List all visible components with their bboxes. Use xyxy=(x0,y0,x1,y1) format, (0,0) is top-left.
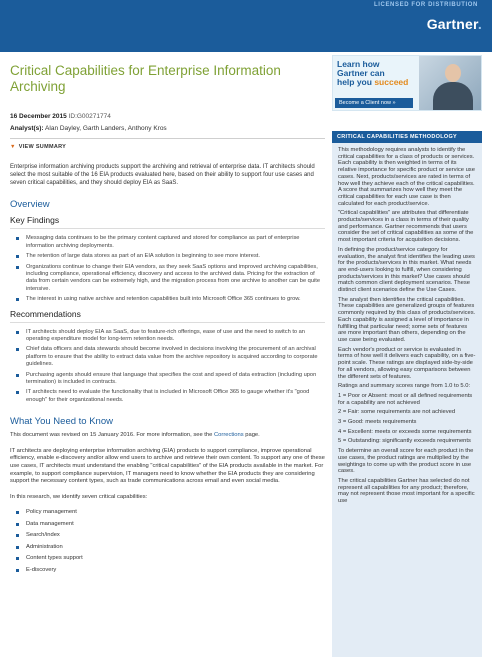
list-item-text: Purchasing agents should ensure that language that specifies the cost and speed of data extraction (including upon termination) is included in contracts. xyxy=(26,371,317,386)
methodology-paragraph: Ratings and summary scores range from 1.0 to 5.0: xyxy=(338,383,471,390)
bullet-icon xyxy=(16,331,19,334)
ad-line: Learn how xyxy=(337,59,380,69)
list-item xyxy=(10,553,325,565)
methodology-paragraph: 2 = Fair: some requirements are not achieved xyxy=(338,409,456,416)
bullet-icon xyxy=(16,511,19,514)
doc-id: ID:G00271774 xyxy=(68,113,111,120)
client-ad-banner[interactable] xyxy=(332,55,482,111)
methodology-paragraph: Each vendor's product or service is evaluated in terms of how well it delivers each capability, on a five-point scale. These ratings are displayed side-by-side for all vendors, allowing easy comparisons between the different sets of features. xyxy=(338,346,476,380)
sidebar xyxy=(332,55,482,657)
bullet-icon xyxy=(16,534,19,537)
bullet-icon xyxy=(16,237,19,240)
methodology-heading: CRITICAL CAPABILITIES METHODOLOGY xyxy=(332,131,482,143)
methodology-paragraph: 4 = Excellent: meets or exceeds some requirements xyxy=(338,428,472,435)
list-item xyxy=(10,253,325,260)
main-content xyxy=(10,55,325,576)
methodology-paragraph: The analyst then identifies the critical capabilities. These capabilities are generalized groups of features commonly required by this class of products/services. Each capability is assigned a level of importance in fulfilling that particular need; some sets of features are more important than others, depending on the use case being evaluated. xyxy=(338,296,476,343)
list-item-text: Organizations continue to change their EIA vendors, as they seek SaaS options and improved archiving capabilities, including compliance, operational efficiency, discovery and access to the archived data. Pricing for the extraction of data from certain vendors can be extremely high, and the migration process from one archive to another can be quite intensive. xyxy=(26,263,321,292)
triangle-down-icon: ▼ xyxy=(10,144,16,150)
methodology-paragraph: 3 = Good: meets requirements xyxy=(338,419,417,426)
list-item-text: Search/index xyxy=(26,532,60,539)
list-item xyxy=(10,329,325,344)
ad-text: help you xyxy=(337,77,372,87)
list-item xyxy=(10,530,325,542)
analyst-names[interactable]: Alan Dayley, Garth Landers, Anthony Kros xyxy=(45,125,167,132)
bullet-icon xyxy=(16,374,19,377)
methodology-paragraph: "Critical capabilities" are attributes that differentiate products/services in a class in terms of their quality and performance. Gartner recommends that users consider the set of critical capabilities as some of the most important criteria for acquisition decisions. xyxy=(338,210,474,244)
body-paragraph: IT architects are deploying enterprise information archiving (EIA) products to support compliance, improve operational efficiency, enable e-discovery and/or allow end users to archive and retrieve their own content. To support any one of these use cases, IT architects must understand the enabling "critical capabilities" of the EIA products available in the market. For example, to support compliance supervision, IT managers need to know whether the EIA products they are considering support the necessary content types, such as trade communications across email and even social media. xyxy=(10,447,325,485)
list-item xyxy=(10,296,325,303)
list-item xyxy=(10,507,325,519)
what-you-need-heading: What You Need to Know xyxy=(10,416,113,428)
key-findings-list xyxy=(10,235,325,303)
key-findings-heading: Key Findings xyxy=(10,215,60,226)
page-title: Critical Capabilities for Enterprise Information Archiving xyxy=(10,63,281,94)
list-item xyxy=(10,372,325,387)
methodology-paragraph: In defining the product/service category for evaluation, the analyst first identifies the leading uses for the products/services in this market. What needs are end-users looking to fulfill, when considering products/services in this market? Use cases should match common client deployment scenarios. These distinct client scenarios define the Use Cases. xyxy=(338,246,475,294)
bullet-icon xyxy=(16,255,19,258)
list-item xyxy=(10,264,325,294)
bullet-icon xyxy=(16,523,19,526)
recommendations-heading: Recommendations xyxy=(10,308,81,319)
list-item-text: Content types support xyxy=(26,555,83,562)
list-item xyxy=(10,346,325,368)
ad-line: Gartner can xyxy=(337,68,385,78)
bullet-icon xyxy=(16,266,19,269)
methodology-paragraph: 5 = Outstanding: significantly exceeds requirements xyxy=(338,438,471,445)
list-item-text: Data management xyxy=(26,520,74,527)
list-item xyxy=(10,389,325,404)
list-item-text: IT architects should deploy EIA as SaaS, due to feature-rich offerings, ease of use and the need to switch to an operating expenditure model for long-term retention needs. xyxy=(26,328,305,343)
license-label: LICENSED FOR DISTRIBUTION xyxy=(373,2,478,8)
bullet-icon xyxy=(16,569,19,572)
date-text: 16 December 2015 xyxy=(10,113,67,120)
capabilities-intro: In this research, we identify seven critical capabilities: xyxy=(10,493,148,500)
list-item-text: Messaging data continues to be the primary content captured and stored for compliance as part of enterprise information archiving deployments. xyxy=(26,235,300,249)
list-item-text: Administration xyxy=(26,543,63,550)
bullet-icon xyxy=(16,298,19,301)
view-summary-label: VIEW SUMMARY xyxy=(18,144,67,150)
recommendations-list xyxy=(10,329,325,405)
methodology-paragraph: This methodology requires analysts to identify the critical capabilities for a class of products or services. Each capability is then weighted in terms of its relative importance for specific product or service use cases. Next, products/services are rated in terms of how well they achieve each of the critical capabilities. A score that summarizes how well they meet the critical capabilities for each use case is then calculated for each product/service. xyxy=(338,147,475,207)
list-item-text: Chief data officers and data stewards should become involved in decisions involving the procurement of an archival platform to ensure that the ability to extract data value from the archive repository is acquired according to corporate guidelines. xyxy=(26,346,318,368)
revision-end: page. xyxy=(245,432,260,439)
methodology-paragraph: 1 = Poor or Absent: most or all defined requirements for a capability are not achieved xyxy=(338,392,473,406)
list-item-text: Policy management xyxy=(26,509,77,516)
divider xyxy=(10,322,325,323)
summary-text: Enterprise information archiving products support the archiving and retrieval of enterprise data. IT architects should select the most suitable of the 16 EIA products evaluated here, based on their ability to support four use cases and seven critical capabilities, and they should deploy EIA as SaaS. xyxy=(10,164,315,186)
overview-heading: Overview xyxy=(10,199,50,211)
list-item xyxy=(10,542,325,554)
list-item-text: The interest in using native archive and retention capabilities built into Microsoft Office 365 continues to grow. xyxy=(26,296,301,303)
view-summary-toggle[interactable] xyxy=(10,144,325,150)
bullet-icon xyxy=(16,546,19,549)
become-client-button[interactable]: Become a Client now » xyxy=(335,98,413,108)
gartner-logo[interactable]: Gartner. xyxy=(426,16,482,32)
bullet-icon xyxy=(16,348,19,351)
methodology-paragraph: To determine an overall score for each product in the use cases, the product ratings are multiplied by the weightings to come up with the product score in use cases. xyxy=(338,448,474,475)
publish-date xyxy=(10,113,325,120)
list-item-text: E-discovery xyxy=(26,566,57,573)
list-item xyxy=(10,235,325,250)
analysts-line xyxy=(10,125,325,132)
analysts-label: Analyst(s): xyxy=(10,125,44,132)
capabilities-list xyxy=(10,507,325,576)
list-item-text: The retention of large data stores as part of an EIA solution is beginning to see more interest. xyxy=(26,253,260,260)
person-photo xyxy=(419,56,481,111)
divider xyxy=(10,138,325,139)
methodology-panel xyxy=(332,143,482,657)
corrections-link[interactable]: Corrections xyxy=(213,432,244,439)
bullet-icon xyxy=(16,557,19,560)
ad-highlight: succeed xyxy=(374,77,409,87)
list-item-text: IT architects need to evaluate the functionality that is included in Microsoft Office 365 to gauge whether it's "good enough" for their organizational needs. xyxy=(26,389,310,403)
ad-line xyxy=(337,78,408,87)
methodology-paragraph: The critical capabilities Gartner has selected do not represent all capabilities for any product; therefore, may not represent those most important for a specific use xyxy=(338,477,475,505)
list-item xyxy=(10,565,325,577)
logo-text: Gartner xyxy=(426,16,478,32)
list-item xyxy=(10,519,325,531)
revision-note xyxy=(10,432,325,440)
header-bar xyxy=(0,0,492,52)
divider xyxy=(10,228,325,229)
bullet-icon xyxy=(16,391,19,394)
revision-text: This document was revised on 15 January 2016. For more information, see the xyxy=(10,432,213,439)
